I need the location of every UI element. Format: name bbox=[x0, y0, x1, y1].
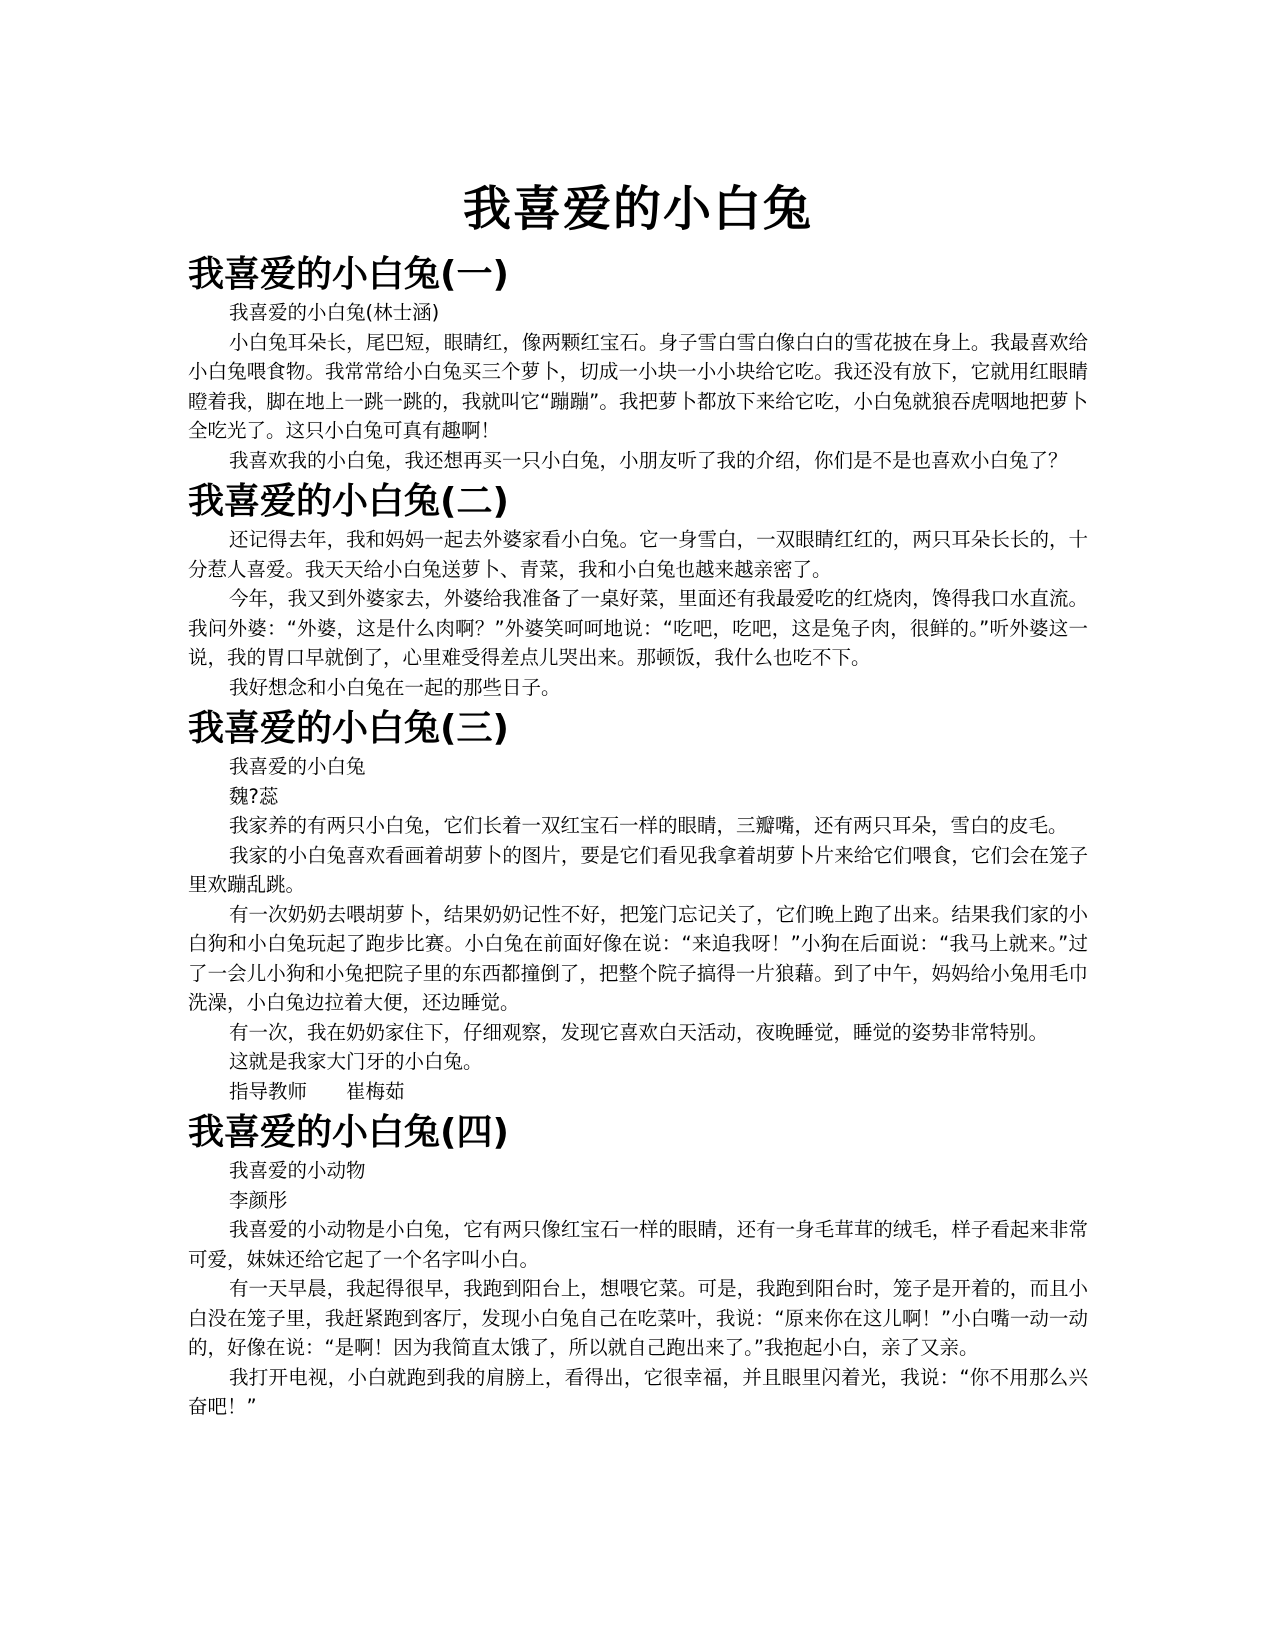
paragraph: 还记得去年，我和妈妈一起去外婆家看小白兔。它一身雪白，一双眼睛红红的，两只耳朵长长的，十分惹人喜爱。我天天给小白兔送萝卜、青菜，我和小白兔也越来越亲密了。 bbox=[188, 528, 1088, 581]
section-heading: 我喜爱的小白兔(三) bbox=[188, 708, 509, 749]
paragraph: 我喜爱的小白兔 bbox=[229, 755, 366, 778]
section-4 bbox=[188, 1110, 1088, 1422]
paragraph: 我好想念和小白兔在一起的那些日子。 bbox=[229, 675, 561, 699]
section-heading: 我喜爱的小白兔(四) bbox=[188, 1112, 509, 1153]
paragraph: 我喜爱的小动物 bbox=[229, 1159, 366, 1182]
author-line: 李颜彤 bbox=[229, 1188, 288, 1212]
document-title: 我喜爱的小白兔 bbox=[462, 181, 813, 237]
paragraph: 有一天早晨，我起得很早，我跑到阳台上，想喂它菜。可是，我跑到阳台时，笼子是开着的，而且小白没在笼子里，我赶紧跑到客厅，发现小白兔自己在吃菜叶，我说：“原来你在这儿啊！”小白嘴一动一动的，好像在说：“是啊！因为我简直太饿了，所以就自己跑出来了。”我抱起小白，亲了又亲。 bbox=[188, 1277, 1088, 1359]
paragraph: 我家养的有两只小白兔，它们长着一双红宝石一样的眼睛，三瓣嘴，还有两只耳朵，雪白的皮毛。 bbox=[229, 814, 1068, 837]
paragraph: 今年，我又到外婆家去，外婆给我准备了一桌好菜，里面还有我最爱吃的红烧肉，馋得我口水直流。我问外婆：“外婆，这是什么肉啊？”外婆笑呵呵地说：“吃吧，吃吧，这是兔子肉，很鲜的。”听外婆这一说，我的胃口早就倒了，心里难受得差点儿哭出来。那顿饭，我什么也吃不下。 bbox=[188, 587, 1088, 669]
paragraph: 我家的小白兔喜欢看画着胡萝卜的图片，要是它们看见我拿着胡萝卜片来给它们喂食，它们会在笼子里欢蹦乱跳。 bbox=[188, 843, 1088, 896]
document-page bbox=[188, 178, 1088, 1426]
paragraph: 我喜爱的小动物是小白兔，它有两只像红宝石一样的眼睛，还有一身毛茸茸的绒毛，样子看起来非常可爱，妹妹还给它起了一个名字叫小白。 bbox=[188, 1218, 1088, 1271]
section-heading: 我喜爱的小白兔(二) bbox=[188, 481, 509, 522]
author-line: 魏?蕊 bbox=[229, 784, 279, 808]
section-1 bbox=[188, 252, 1088, 475]
paragraph: 这就是我家大门牙的小白兔。 bbox=[229, 1050, 483, 1073]
section-2 bbox=[188, 479, 1088, 702]
paragraph: 有一次奶奶去喂胡萝卜，结果奶奶记性不好，把笼门忘记关了，它们晚上跑了出来。结果我们家的小白狗和小白兔玩起了跑步比赛。小白兔在前面好像在说：“来追我呀！”小狗在后面说：“我马上就来。”过了一会儿小狗和小兔把院子里的东西都撞倒了，把整个院子搞得一片狼藉。到了中午，妈妈给小兔用毛巾洗澡，小白兔边拉着大便，还边睡觉。 bbox=[188, 902, 1088, 1014]
paragraph: 我喜爱的小白兔(林士涵) bbox=[229, 301, 440, 324]
paragraph: 有一次，我在奶奶家住下，仔细观察，发现它喜欢白天活动，夜晚睡觉，睡觉的姿势非常特别。 bbox=[229, 1020, 1049, 1044]
paragraph: 我喜欢我的小白兔，我还想再买一只小白兔，小朋友听了我的介绍，你们是不是也喜欢小白兔了？ bbox=[229, 448, 1068, 472]
paragraph: 我打开电视，小白就跑到我的肩膀上，看得出，它很幸福，并且眼里闪着光，我说：“你不用那么兴奋吧！” bbox=[188, 1365, 1088, 1418]
section-heading: 我喜爱的小白兔(一) bbox=[188, 254, 509, 295]
teacher-line: 指导教师 崔梅茹 bbox=[229, 1079, 405, 1103]
section-3 bbox=[188, 706, 1088, 1106]
paragraph: 小白兔耳朵长，尾巴短，眼睛红，像两颗红宝石。身子雪白雪白像白白的雪花披在身上。我最喜欢给小白兔喂食物。我常常给小白兔买三个萝卜，切成一小块一小小块给它吃。我还没有放下，它就用红眼睛瞪着我，脚在地上一跳一跳的，我就叫它“蹦蹦”。我把萝卜都放下来给它吃，小白兔就狼吞虎咽地把萝卜全吃光了。这只小白兔可真有趣啊！ bbox=[188, 330, 1088, 442]
